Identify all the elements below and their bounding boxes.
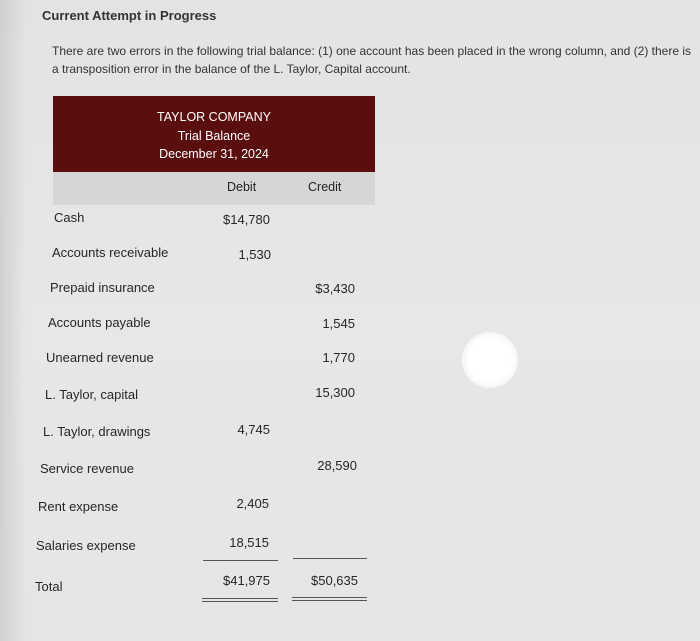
total-credit: $50,635 xyxy=(311,573,358,588)
total-debit: $41,975 xyxy=(223,573,270,588)
attempt-status: Current Attempt in Progress xyxy=(42,8,217,23)
statement-date: December 31, 2024 xyxy=(159,147,269,161)
credit-amount: $3,430 xyxy=(315,281,355,296)
account-label: Rent expense xyxy=(38,499,119,514)
total-label: Total xyxy=(35,579,63,594)
credit-amount: 15,300 xyxy=(315,385,355,400)
credit-amount: 1,770 xyxy=(322,350,355,365)
debit-column-header: Debit xyxy=(227,180,257,194)
company-name: TAYLOR COMPANY xyxy=(157,110,271,124)
credit-amount: 1,545 xyxy=(322,316,355,331)
subtotal-rule-credit xyxy=(293,558,367,559)
debit-amount: 1,530 xyxy=(238,247,271,262)
total-double-rule-debit xyxy=(202,598,278,602)
credit-amount: 28,590 xyxy=(317,458,357,473)
problem-instructions: There are two errors in the following trial balance: (1) one account has been placed in the wrong column, and (2) there is a transposition error in the balance of the L. Taylor, Capital account. xyxy=(52,44,692,76)
subtotal-rule-debit xyxy=(203,560,278,561)
trial-balance-header xyxy=(53,96,375,172)
statement-title: Trial Balance xyxy=(177,129,251,143)
light-glare xyxy=(462,332,518,388)
debit-amount: 2,405 xyxy=(236,496,269,511)
debit-amount: $14,780 xyxy=(223,212,270,227)
account-label: Accounts receivable xyxy=(52,245,169,260)
account-label: Service revenue xyxy=(40,461,134,476)
debit-amount: 18,515 xyxy=(229,535,269,550)
account-label: Prepaid insurance xyxy=(50,280,155,295)
account-label: L. Taylor, capital xyxy=(45,387,138,402)
account-label: L. Taylor, drawings xyxy=(43,424,151,439)
account-label: Salaries expense xyxy=(36,538,136,553)
account-label: Accounts payable xyxy=(48,315,151,330)
account-label: Unearned revenue xyxy=(46,350,154,365)
page-edge-shadow xyxy=(0,0,26,641)
credit-column-header: Credit xyxy=(308,180,342,194)
total-double-rule-credit xyxy=(292,597,367,601)
debit-amount: 4,745 xyxy=(237,422,270,437)
account-label: Cash xyxy=(54,210,85,225)
